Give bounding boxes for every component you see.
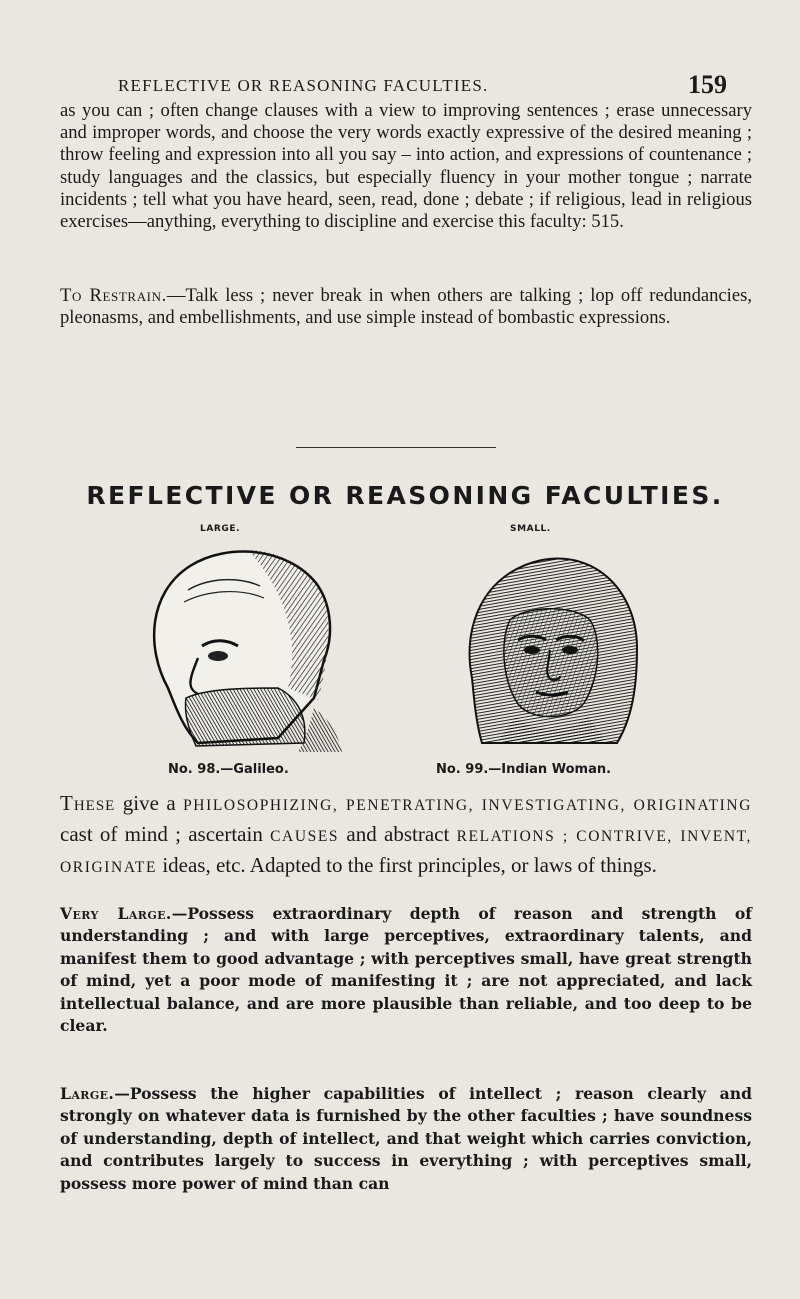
very-large-body: —Possess extraordinary depth of reason and strength of understanding ; and with large perceptives, extraordinary talents, and manifest them to good advantage ; with perceptives small, have great strength of mind, yet a poor mode of manifesting it ; are not appreciated, and lack intellectual balance, and are more plausible than reliable, and too deep to be clear. xyxy=(60,904,752,1036)
label-large: LARGE. xyxy=(200,524,241,534)
large-lead: Large. xyxy=(60,1084,115,1103)
summary-part-4: cast of mind ; ascertain xyxy=(60,822,271,846)
running-head: REFLECTIVE OR REASONING FACULTIES. xyxy=(118,76,489,95)
summary-relations: RELATIONS ; CONTRIVE, INVENT, ORIGINATE xyxy=(60,828,753,876)
caption-galileo: No. 98.—Galileo. xyxy=(168,762,289,777)
summary-causes: CAUSES xyxy=(270,828,340,845)
restrain-lead: To Restrain. xyxy=(60,285,167,306)
faculty-summary xyxy=(60,789,752,882)
summary-part-2: give a xyxy=(115,791,184,815)
large-paragraph xyxy=(60,1083,752,1195)
very-large-paragraph xyxy=(60,903,752,1037)
summary-part-8: ideas, etc. Adapted to the first principles, or laws of things. xyxy=(157,853,657,877)
galileo-head-icon xyxy=(154,550,342,752)
caption-indian-woman: No. 99.—Indian Woman. xyxy=(436,762,612,777)
summary-part-6: and abstract xyxy=(339,822,457,846)
restrain-body: —Talk less ; never break in when others are talking ; lop off redundancies, pleonasms, and embellishments, and use simple instead of bombastic expressions. xyxy=(60,285,752,329)
summary-qualities: PHILOSOPHIZING, PENETRATING, INVESTIGATING, ORIGINATING xyxy=(183,797,752,814)
section-divider xyxy=(296,447,496,448)
very-large-lead: Very Large. xyxy=(60,904,172,923)
section-heading: REFLECTIVE OR REASONING FACULTIES. xyxy=(86,481,724,510)
label-small: SMALL. xyxy=(510,524,551,534)
galileo-portrait xyxy=(128,538,346,756)
page-number: 159 xyxy=(688,70,727,99)
indian-woman-head-icon xyxy=(470,559,637,744)
intro-paragraph: as you can ; often change clauses with a view to improving sentences ; erase unnecessary and improper words, and choose the very words exactly expressive of the desired meaning ; throw feeling and expression into all you say – into action, and expressions of countenance ; study languages and the classics, but especially fluency in your mother tongue ; narrate incidents ; tell what you have heard, seen, read, done ; debate ; if religious, lead in religious exercises—anything, everything to discipline and exercise this faculty: 515. xyxy=(60,100,752,233)
large-body: —Possess the higher capabilities of intellect ; reason clearly and strongly on whatever data is furnished by the other faculties ; have soundness of understanding, depth of intellect, and that weight which carries conviction, and contributes largely to success in everything ; with perceptives small, possess more power of mind than can xyxy=(60,1084,752,1193)
indian-woman-portrait xyxy=(432,538,658,756)
restrain-paragraph xyxy=(60,285,752,329)
summary-these: These xyxy=(60,791,116,815)
